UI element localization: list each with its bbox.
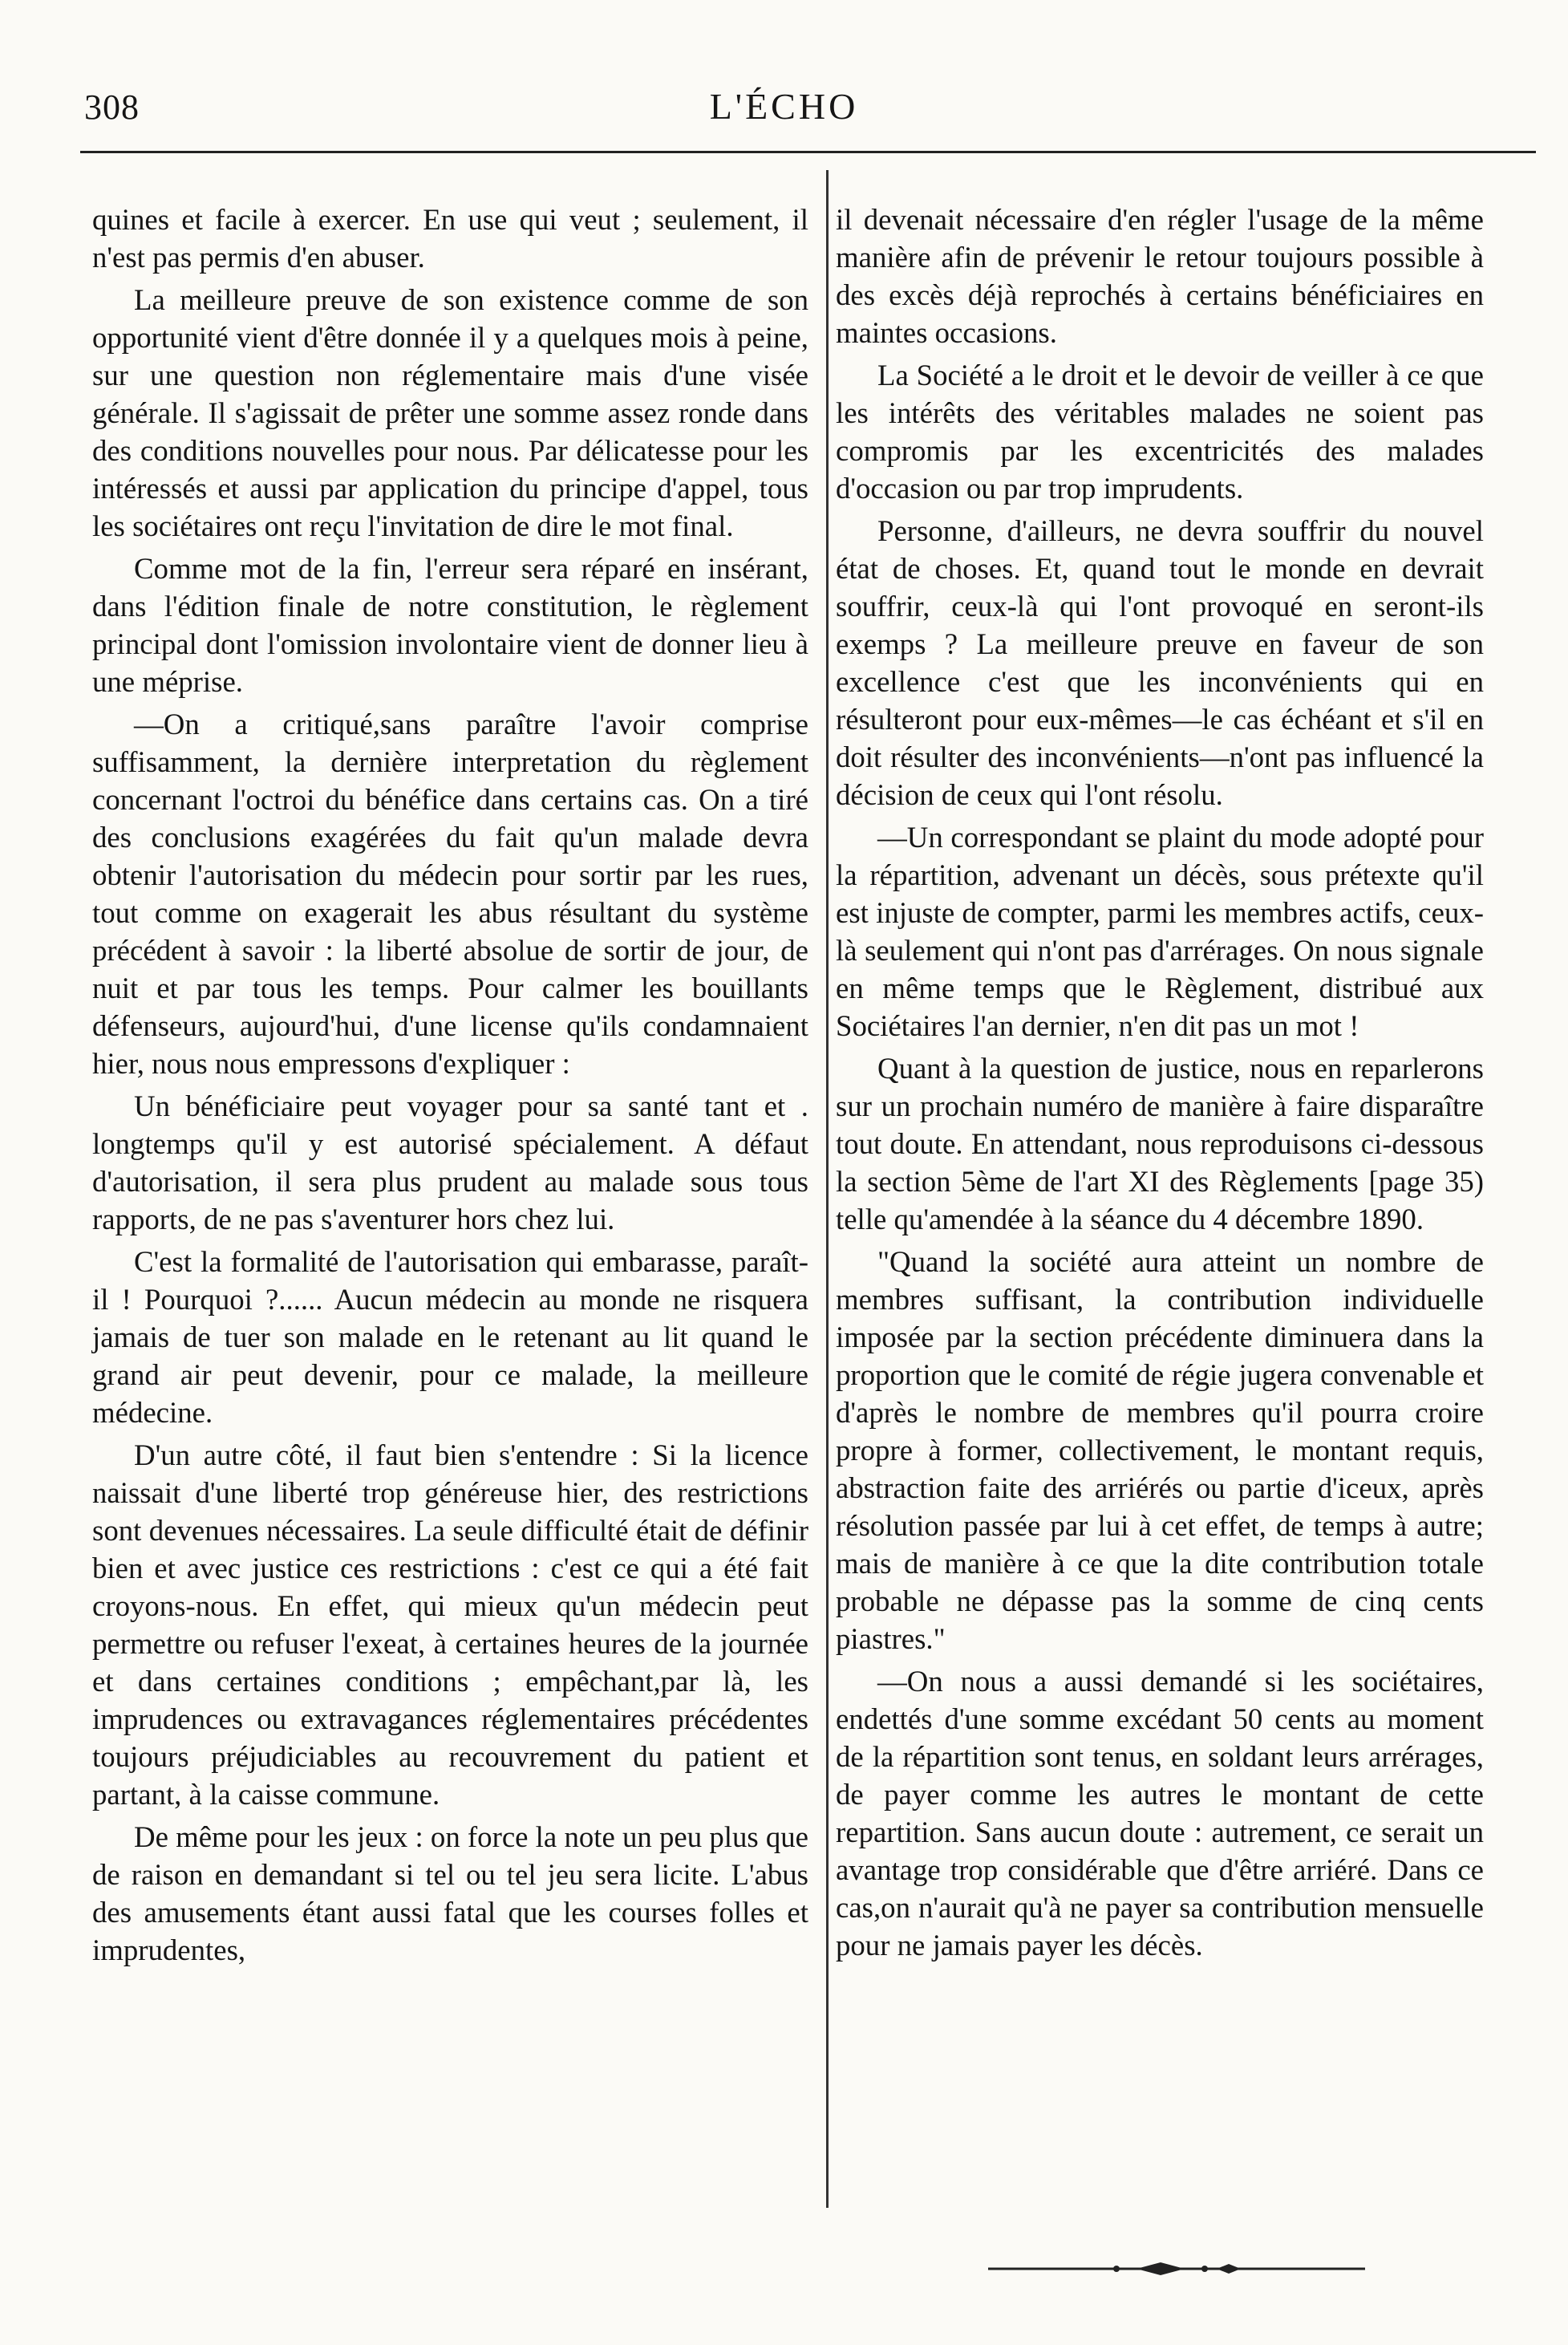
paragraph: il devenait nécessaire d'en régler l'usage de la même manière afin de prévenir le retour toujours possible à des excès déjà reprochés à certains bénéficiaires en maintes occasions. [836, 203, 1484, 349]
running-title: L'ÉCHO [709, 86, 859, 127]
paragraph: Personne, d'ailleurs, ne devra souffrir du nouvel état de choses. Et, quand tout le monde en devrait souffrir, ceux-là qui l'ont provoqué en seront-ils exemps ? La meilleure preuve en faveur de son excellence c'est que les inconvénients qui en résulteront pour eux-mêmes—le cas échéant et s'il en doit résulter des inconvénients—n'ont pas influencé la décision de ceux qui l'ont résolu. [836, 514, 1484, 811]
paragraph: C'est la formalité de l'autorisation qui embarasse, paraît-il ! Pourquoi ?...... Aucun médecin au monde ne risquera jamais de tuer son malade en le retenant au lit quand le grand air peut devenir, pour ce malade, la meilleure médecine. [92, 1245, 808, 1429]
quoted-regulation: "Quand la société aura atteint un nombre de membres suffisant, la contribution individuelle imposée par la section précédente diminuera dans la proportion que le comité de régie jugera convenable et d'après le nombre de membres qu'il pourra croire propre à former, collectivement, le montant requis, abstraction faite des arriérés ou partie d'iceux, après résolution passée par lui à cet effet, de temps à autre; mais de manière à ce que la dite contribution totale probable ne dépasse pas la somme de cinq cents piastres." [836, 1245, 1484, 1655]
paragraph: —On a critiqué,sans paraître l'avoir comprise suffisamment, la dernière interpretation du règlement concernant l'octroi du bénéfice dans certains cas. On a tiré des conclusions exagérées du fait qu'un malade devra obtenir l'autorisation du médecin pour sortir par les rues, tout comme on exagerait les abus résultant du système précédent à savoir : la liberté absolue de sortir de jour, de nuit et par tous les temps. Pour calmer les bouillants défenseurs, aujourd'hui, d'une license qu'ils condamnaient hier, nous nous empressons d'expliquer : [92, 708, 808, 1080]
paragraph: Comme mot de la fin, l'erreur sera réparé en insérant, dans l'édition finale de notre constitution, le règlement principal dont l'omission involontaire vient de donner lieu à une méprise. [92, 552, 808, 698]
paragraph: La Société a le droit et le devoir de veiller à ce que les intérêts des véritables malades ne soient pas compromis par les excentricités des malades d'occasion ou par trop imprudents. [836, 359, 1484, 505]
paragraph: —On nous a aussi demandé si les sociétaires, endettés d'une somme excédant 50 cents au moment de la répartition sont tenus, en soldant leurs arrérages, de payer comme les autres le montant de cette repartition. Sans aucun doute : autrement, ce serait un avantage trop considérable que d'être arriéré. Dans ce cas,on n'aurait qu'à ne payer sa contribution mensuelle pour ne jamais payer les décès. [836, 1665, 1484, 1962]
paragraph: Un bénéficiaire peut voyager pour sa santé tant et . longtemps qu'il y est autorisé spécialement. A défaut d'autorisation, il sera plus prudent au malade sous tous rapports, de ne pas s'aventurer hors chez lui. [92, 1089, 808, 1235]
paragraph: quines et facile à exercer. En use qui veut ; seulement, il n'est pas permis d'en abuser. [92, 203, 808, 274]
paragraph: —Un correspondant se plaint du mode adopté pour la répartition, advenant un décès, sous prétexte qu'il est injuste de compter, parmi les membres actifs, ceux-là seulement qui n'ont pas d'arrérages. On nous signale en même temps que le Règlement, distribué aux Sociétaires l'an dernier, n'en dit pas un mot ! [836, 821, 1484, 1042]
end-ornament-icon [988, 2253, 1365, 2285]
paragraph: De même pour les jeux : on force la note un peu plus que de raison en demandant si tel ou tel jeu sera licite. L'abus des amusements étant aussi fatal que les courses folles et imprudentes, [92, 1820, 808, 1966]
page-number: 308 [84, 87, 140, 127]
paragraph: Quant à la question de justice, nous en reparlerons sur un prochain numéro de manière à faire disparaître tout doute. En attendant, nous reproduisons ci-dessous la section 5ème de l'art XI des Règlements [page 35) telle qu'amendée à la séance du 4 décembre 1890. [836, 1052, 1484, 1235]
paragraph: D'un autre côté, il faut bien s'entendre : Si la licence naissait d'une liberté trop généreuse hier, des restrictions sont devenues nécessaires. La seule difficulté était de définir bien et avec justice ces restrictions : c'est ce qui a été fait croyons-nous. En effet, qui mieux qu'un médecin peut permettre ou refuser l'exeat, à certaines heures de la journée et dans certaines conditions ; empêchant,par là, les imprudences ou extravagances réglementaires précédentes toujours préjudiciables au recouvrement du patient et partant, à la caisse commune. [92, 1438, 808, 1811]
header-rule [80, 151, 1536, 153]
paragraph: La meilleure preuve de son existence comme de son opportunité vient d'être donnée il y a quelques mois à peine, sur une question non réglementaire mais d'une visée générale. Il s'agissait de prêter une somme assez ronde dans des conditions nouvelles pour nous. Par délicatesse pour les intéressés et aussi par application du principe d'appel, tous les sociétaires ont reçu l'invitation de dire le mot final. [92, 283, 808, 542]
column-divider [826, 170, 829, 2208]
left-column [92, 201, 808, 1974]
right-column [836, 201, 1484, 1969]
